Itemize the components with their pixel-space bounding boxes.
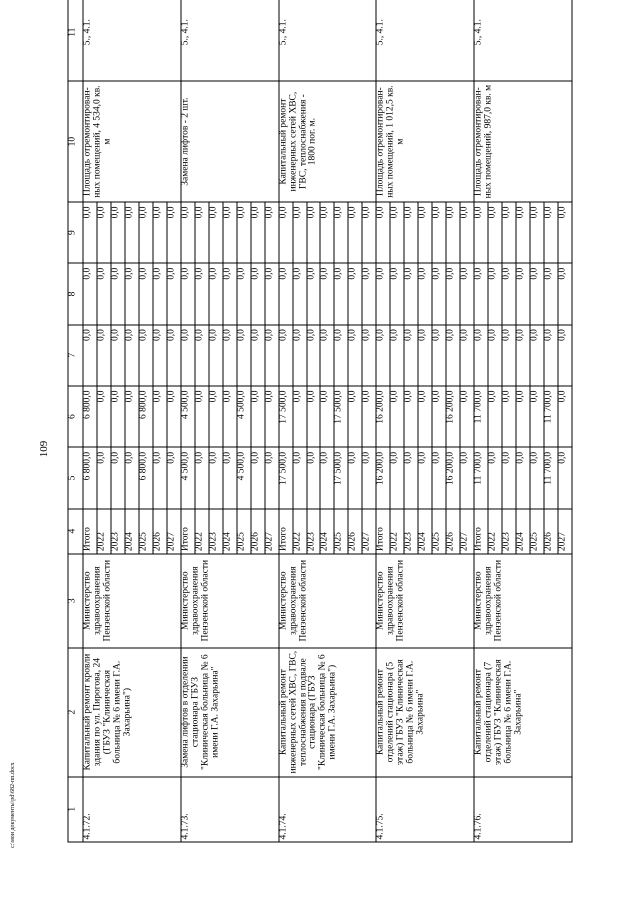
funding-col8: 0,0 <box>558 263 572 324</box>
year-cell: 2022 <box>390 509 404 554</box>
funding-regional: 16 200,0 <box>446 386 460 447</box>
funding-col7: 0,0 <box>265 325 279 386</box>
result-indicator: Площадь отремонтирован-ных помещений, 987,0 кв. м <box>474 81 572 202</box>
measure-number: 4.1.73. <box>181 777 279 842</box>
year-cell: 2025 <box>334 509 348 554</box>
funding-regional: 0,0 <box>460 386 474 447</box>
funding-regional: 0,0 <box>293 386 307 447</box>
funding-total: 0,0 <box>293 447 307 508</box>
executor-name: Министерство здравоохранения Пензенской области <box>279 554 377 648</box>
funding-regional: 0,0 <box>488 386 502 447</box>
year-cell: 2027 <box>362 509 376 554</box>
column-number-row <box>68 0 83 842</box>
funding-total: 6 800,0 <box>83 447 97 508</box>
funding-col8: 0,0 <box>390 263 404 324</box>
funding-col7: 0,0 <box>237 325 251 386</box>
funding-regional: 0,0 <box>265 386 279 447</box>
funding-col8: 0,0 <box>167 263 181 324</box>
funding-regional: 0,0 <box>223 386 237 447</box>
funding-col9: 0,0 <box>390 202 404 263</box>
funding-col8: 0,0 <box>237 263 251 324</box>
funding-total: 0,0 <box>432 447 446 508</box>
year-cell: Итого <box>474 509 488 554</box>
funding-col8: 0,0 <box>348 263 362 324</box>
funding-total: 0,0 <box>195 447 209 508</box>
funding-col8: 0,0 <box>195 263 209 324</box>
funding-col8: 0,0 <box>460 263 474 324</box>
table-row <box>83 0 97 842</box>
table-row <box>181 0 195 842</box>
year-cell: 2027 <box>167 509 181 554</box>
funding-col9: 0,0 <box>125 202 139 263</box>
funding-regional: 6 800,0 <box>83 386 97 447</box>
funding-col9: 0,0 <box>195 202 209 263</box>
funding-total: 0,0 <box>167 447 181 508</box>
year-cell: 2027 <box>460 509 474 554</box>
funding-col8: 0,0 <box>544 263 558 324</box>
funding-col8: 0,0 <box>488 263 502 324</box>
funding-regional: 4 500,0 <box>237 386 251 447</box>
column-number: 11 <box>68 0 83 81</box>
funding-regional: 0,0 <box>153 386 167 447</box>
target-reference: 5., 4.1. <box>376 0 474 81</box>
funding-regional: 16 200,0 <box>376 386 390 447</box>
funding-col9: 0,0 <box>446 202 460 263</box>
year-cell: 2027 <box>265 509 279 554</box>
funding-col8: 0,0 <box>209 263 223 324</box>
funding-col8: 0,0 <box>293 263 307 324</box>
funding-total: 0,0 <box>348 447 362 508</box>
year-cell: Итого <box>376 509 390 554</box>
funding-col9: 0,0 <box>334 202 348 263</box>
measure-name: Капитальный ремонт кровли здания по ул. Пирогова, 24 (ГБУЗ "Клиническая больница № 6 имени Г.А. Захарьина") <box>83 648 181 777</box>
funding-col8: 0,0 <box>111 263 125 324</box>
target-reference: 5., 4.1. <box>181 0 279 81</box>
funding-col9: 0,0 <box>460 202 474 263</box>
funding-total: 16 200,0 <box>446 447 460 508</box>
year-cell: Итого <box>181 509 195 554</box>
column-number: 5 <box>68 447 83 508</box>
measure-number: 4.1.72. <box>83 777 181 842</box>
year-cell: 2024 <box>125 509 139 554</box>
funding-col9: 0,0 <box>97 202 111 263</box>
table-row <box>279 0 293 842</box>
year-cell: 2026 <box>544 509 558 554</box>
column-number: 10 <box>68 81 83 202</box>
result-indicator: Замена лифтов - 2 шт. <box>181 81 279 202</box>
funding-col8: 0,0 <box>97 263 111 324</box>
funding-col9: 0,0 <box>111 202 125 263</box>
executor-name: Министерство здравоохранения Пензенской области <box>474 554 572 648</box>
funding-col9: 0,0 <box>265 202 279 263</box>
funding-regional: 0,0 <box>502 386 516 447</box>
funding-regional: 0,0 <box>558 386 572 447</box>
year-cell: 2022 <box>293 509 307 554</box>
funding-col9: 0,0 <box>474 202 488 263</box>
funding-total: 0,0 <box>97 447 111 508</box>
table-row <box>474 0 488 842</box>
funding-col7: 0,0 <box>97 325 111 386</box>
funding-col7: 0,0 <box>125 325 139 386</box>
funding-col8: 0,0 <box>418 263 432 324</box>
funding-col8: 0,0 <box>265 263 279 324</box>
year-cell: 2025 <box>530 509 544 554</box>
funding-col9: 0,0 <box>376 202 390 263</box>
measure-number: 4.1.75. <box>376 777 474 842</box>
funding-col8: 0,0 <box>83 263 97 324</box>
funding-col8: 0,0 <box>251 263 265 324</box>
funding-total: 0,0 <box>502 447 516 508</box>
year-cell: 2022 <box>195 509 209 554</box>
target-reference: 5., 4.1. <box>279 0 377 81</box>
table-row <box>376 0 390 842</box>
funding-regional: 0,0 <box>516 386 530 447</box>
funding-total: 0,0 <box>153 447 167 508</box>
year-cell: 2023 <box>209 509 223 554</box>
funding-total: 0,0 <box>488 447 502 508</box>
year-cell: 2026 <box>348 509 362 554</box>
funding-col9: 0,0 <box>209 202 223 263</box>
funding-col9: 0,0 <box>362 202 376 263</box>
funding-total: 0,0 <box>251 447 265 508</box>
funding-col8: 0,0 <box>376 263 390 324</box>
funding-col8: 0,0 <box>404 263 418 324</box>
funding-total: 11 700,0 <box>474 447 488 508</box>
year-cell: 2024 <box>320 509 334 554</box>
funding-col8: 0,0 <box>432 263 446 324</box>
funding-total: 0,0 <box>390 447 404 508</box>
funding-total: 0,0 <box>558 447 572 508</box>
funding-regional: 0,0 <box>362 386 376 447</box>
funding-regional: 0,0 <box>320 386 334 447</box>
column-number: 8 <box>68 263 83 324</box>
funding-col9: 0,0 <box>167 202 181 263</box>
measure-name: Капитальный ремонт отделений стационара (7 этаж) ГБУЗ "Клиническая больница № 6 имени Г.А. Захарьина" <box>474 648 572 777</box>
funding-total: 6 800,0 <box>139 447 153 508</box>
funding-total: 0,0 <box>362 447 376 508</box>
funding-col9: 0,0 <box>320 202 334 263</box>
funding-col7: 0,0 <box>418 325 432 386</box>
funding-regional: 0,0 <box>307 386 321 447</box>
funding-total: 0,0 <box>111 447 125 508</box>
funding-col8: 0,0 <box>139 263 153 324</box>
funding-col7: 0,0 <box>502 325 516 386</box>
funding-col9: 0,0 <box>348 202 362 263</box>
funding-total: 0,0 <box>530 447 544 508</box>
funding-total: 0,0 <box>460 447 474 508</box>
column-number: 3 <box>68 554 83 648</box>
funding-col8: 0,0 <box>362 263 376 324</box>
funding-col9: 0,0 <box>293 202 307 263</box>
funding-col8: 0,0 <box>223 263 237 324</box>
funding-col7: 0,0 <box>139 325 153 386</box>
funding-regional: 0,0 <box>530 386 544 447</box>
funding-total: 0,0 <box>404 447 418 508</box>
funding-col7: 0,0 <box>153 325 167 386</box>
funding-total: 17 500,0 <box>279 447 293 508</box>
funding-regional: 0,0 <box>125 386 139 447</box>
funding-regional: 0,0 <box>167 386 181 447</box>
funding-col8: 0,0 <box>474 263 488 324</box>
year-cell: 2026 <box>153 509 167 554</box>
funding-col7: 0,0 <box>376 325 390 386</box>
funding-col7: 0,0 <box>307 325 321 386</box>
funding-col9: 0,0 <box>139 202 153 263</box>
column-number: 1 <box>68 777 83 842</box>
funding-total: 0,0 <box>516 447 530 508</box>
funding-col7: 0,0 <box>293 325 307 386</box>
funding-regional: 0,0 <box>404 386 418 447</box>
funding-col9: 0,0 <box>307 202 321 263</box>
funding-total: 0,0 <box>265 447 279 508</box>
funding-col9: 0,0 <box>223 202 237 263</box>
column-number: 6 <box>68 386 83 447</box>
year-cell: Итого <box>279 509 293 554</box>
funding-regional: 6 800,0 <box>139 386 153 447</box>
funding-total: 0,0 <box>307 447 321 508</box>
year-cell: Итого <box>83 509 97 554</box>
funding-regional: 0,0 <box>209 386 223 447</box>
year-cell: 2025 <box>139 509 153 554</box>
funding-col7: 0,0 <box>432 325 446 386</box>
executor-name: Министерство здравоохранения Пензенской области <box>181 554 279 648</box>
funding-regional: 11 700,0 <box>474 386 488 447</box>
funding-total: 0,0 <box>125 447 139 508</box>
funding-total: 17 500,0 <box>334 447 348 508</box>
funding-total: 0,0 <box>320 447 334 508</box>
funding-regional: 0,0 <box>418 386 432 447</box>
rotated-table-wrapper <box>68 0 573 843</box>
footer-file-path: c:\мои документы\pd\682-пп.docx <box>10 762 16 848</box>
funding-col7: 0,0 <box>334 325 348 386</box>
funding-col9: 0,0 <box>530 202 544 263</box>
target-reference: 5., 4.1. <box>83 0 181 81</box>
funding-col7: 0,0 <box>544 325 558 386</box>
column-number: 7 <box>68 325 83 386</box>
funding-col9: 0,0 <box>488 202 502 263</box>
funding-regional: 17 500,0 <box>279 386 293 447</box>
funding-col7: 0,0 <box>404 325 418 386</box>
year-cell: 2024 <box>418 509 432 554</box>
funding-total: 0,0 <box>223 447 237 508</box>
funding-col7: 0,0 <box>167 325 181 386</box>
funding-col9: 0,0 <box>153 202 167 263</box>
funding-total: 0,0 <box>418 447 432 508</box>
column-number: 4 <box>68 509 83 554</box>
funding-col8: 0,0 <box>125 263 139 324</box>
measure-name: Капитальный ремонт инженерных сетей ХВС, ГВС, теплоснабжения в подвале стационара (ГБУЗ "Клиническая больница № 6 имени Г.А. Захарьина") <box>279 648 377 777</box>
funding-total: 4 500,0 <box>237 447 251 508</box>
funding-regional: 0,0 <box>97 386 111 447</box>
funding-col9: 0,0 <box>544 202 558 263</box>
funding-col7: 0,0 <box>251 325 265 386</box>
funding-regional: 0,0 <box>390 386 404 447</box>
measure-number: 4.1.76. <box>474 777 572 842</box>
funding-col9: 0,0 <box>404 202 418 263</box>
funding-col8: 0,0 <box>530 263 544 324</box>
funding-col8: 0,0 <box>181 263 195 324</box>
year-cell: 2024 <box>223 509 237 554</box>
result-indicator: Капитальный ремонт инженерных сетей ХВС, ГВС, теплоснабжения - 1800 пог. м. <box>279 81 377 202</box>
funding-regional: 0,0 <box>195 386 209 447</box>
funding-col7: 0,0 <box>390 325 404 386</box>
funding-col9: 0,0 <box>83 202 97 263</box>
funding-col8: 0,0 <box>320 263 334 324</box>
measure-number: 4.1.74. <box>279 777 377 842</box>
funding-col8: 0,0 <box>516 263 530 324</box>
measure-name: Капитальный ремонт отделений стационара (5 этаж) ГБУЗ "Клиническая больница № 6 имени Г.А. Захарьина" <box>376 648 474 777</box>
funding-col7: 0,0 <box>460 325 474 386</box>
year-cell: 2023 <box>111 509 125 554</box>
funding-col7: 0,0 <box>279 325 293 386</box>
funding-col7: 0,0 <box>209 325 223 386</box>
funding-col7: 0,0 <box>348 325 362 386</box>
year-cell: 2025 <box>432 509 446 554</box>
funding-col9: 0,0 <box>516 202 530 263</box>
funding-total: 11 700,0 <box>544 447 558 508</box>
funding-col9: 0,0 <box>502 202 516 263</box>
funding-col9: 0,0 <box>237 202 251 263</box>
funding-col9: 0,0 <box>181 202 195 263</box>
executor-name: Министерство здравоохранения Пензенской области <box>83 554 181 648</box>
funding-col8: 0,0 <box>307 263 321 324</box>
funding-regional: 4 500,0 <box>181 386 195 447</box>
target-reference: 5., 4.1. <box>474 0 572 81</box>
funding-col7: 0,0 <box>181 325 195 386</box>
funding-col7: 0,0 <box>223 325 237 386</box>
measure-name: Замена лифтов в отделении стационара ГБУЗ "Клиническая больница № 6 имени Г.А. Захарьина" <box>181 648 279 777</box>
year-cell: 2027 <box>558 509 572 554</box>
funding-col9: 0,0 <box>432 202 446 263</box>
year-cell: 2025 <box>237 509 251 554</box>
funding-col8: 0,0 <box>334 263 348 324</box>
funding-col7: 0,0 <box>83 325 97 386</box>
result-indicator: Площадь отремонтирован-ных помещений, 1 012,5 кв. м <box>376 81 474 202</box>
funding-col7: 0,0 <box>446 325 460 386</box>
funding-col8: 0,0 <box>153 263 167 324</box>
funding-col7: 0,0 <box>488 325 502 386</box>
column-number: 2 <box>68 648 83 777</box>
funding-regional: 0,0 <box>432 386 446 447</box>
column-number: 9 <box>68 202 83 263</box>
funding-regional: 0,0 <box>111 386 125 447</box>
funding-col8: 0,0 <box>279 263 293 324</box>
page-number: 109 <box>38 440 50 458</box>
result-indicator: Площадь отремонтирован-ных помещений, 4 534,0 кв. м <box>83 81 181 202</box>
funding-col7: 0,0 <box>320 325 334 386</box>
year-cell: 2023 <box>404 509 418 554</box>
funding-col7: 0,0 <box>362 325 376 386</box>
funding-col7: 0,0 <box>530 325 544 386</box>
year-cell: 2023 <box>502 509 516 554</box>
funding-col8: 0,0 <box>446 263 460 324</box>
funding-col8: 0,0 <box>502 263 516 324</box>
funding-col7: 0,0 <box>195 325 209 386</box>
funding-total: 16 200,0 <box>376 447 390 508</box>
year-cell: 2022 <box>488 509 502 554</box>
year-cell: 2026 <box>251 509 265 554</box>
funding-regional: 11 700,0 <box>544 386 558 447</box>
funding-total: 0,0 <box>209 447 223 508</box>
program-measures-table <box>68 0 573 843</box>
funding-col7: 0,0 <box>111 325 125 386</box>
funding-col9: 0,0 <box>279 202 293 263</box>
funding-regional: 0,0 <box>251 386 265 447</box>
year-cell: 2026 <box>446 509 460 554</box>
funding-col9: 0,0 <box>251 202 265 263</box>
funding-col7: 0,0 <box>474 325 488 386</box>
funding-col9: 0,0 <box>558 202 572 263</box>
funding-col7: 0,0 <box>558 325 572 386</box>
funding-col9: 0,0 <box>418 202 432 263</box>
funding-col7: 0,0 <box>516 325 530 386</box>
year-cell: 2022 <box>97 509 111 554</box>
executor-name: Министерство здравоохранения Пензенской области <box>376 554 474 648</box>
year-cell: 2023 <box>307 509 321 554</box>
funding-regional: 0,0 <box>348 386 362 447</box>
year-cell: 2024 <box>516 509 530 554</box>
funding-regional: 17 500,0 <box>334 386 348 447</box>
funding-total: 4 500,0 <box>181 447 195 508</box>
